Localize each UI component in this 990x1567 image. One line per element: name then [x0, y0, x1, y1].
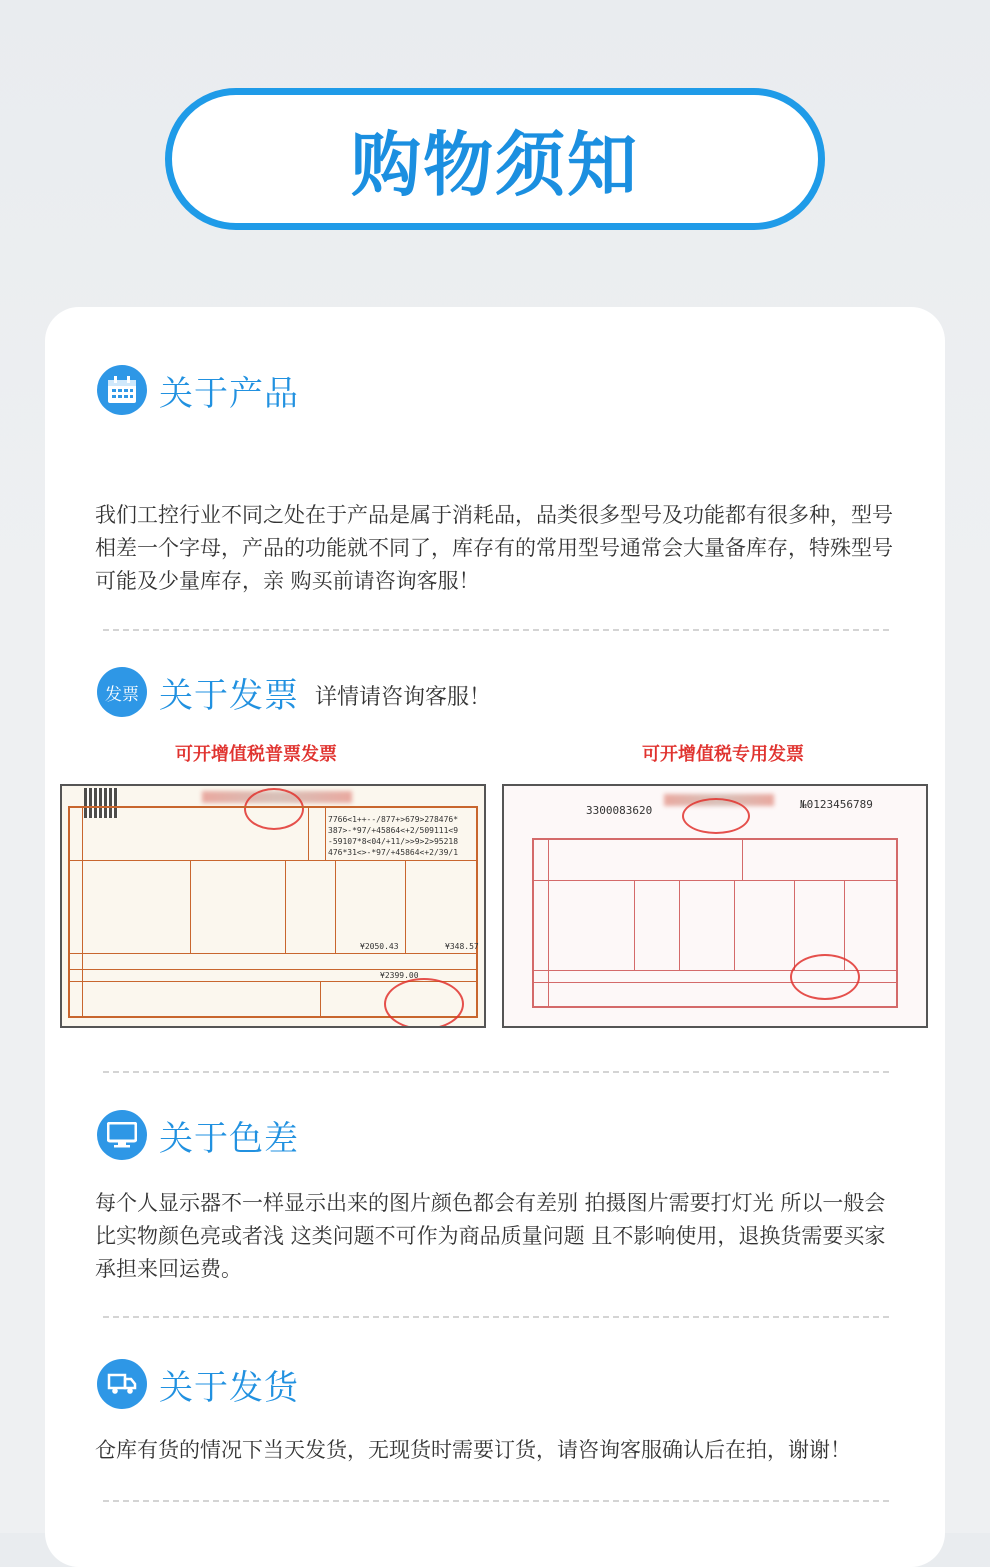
- section-color-header: [97, 1110, 299, 1160]
- page-title-banner: [165, 88, 825, 230]
- section-product-text: 我们工控行业不同之处在于产品是属于消耗品，品类很多型号及功能都有很多种，型号相差一个字母，产品的功能就不同了，库存有的常用型号通常会大量备库存，特殊型号可能及少量库存，亲 购买前请咨询客服！: [95, 503, 893, 593]
- special-invoice-label: 可开增值税专用发票: [642, 744, 804, 765]
- general-invoice-label: 可开增值税普票发票: [175, 744, 337, 765]
- invoice-seal: [790, 954, 860, 1000]
- truck-icon: [97, 1359, 147, 1409]
- section-color-text: 每个人显示器不一样显示出来的图片颜色都会有差别 拍摄图片需要打灯光 所以一般会比实物颜色亮或者浅 这类问题不可作为商品质量问题 且不影响使用，退换货需要买家承担来回运费。: [95, 1191, 886, 1281]
- divider: [103, 1316, 889, 1318]
- section-shipping-text: 仓库有货的情况下当天发货，无现货时需要订货，请咨询客服确认后在拍，谢谢！: [95, 1438, 851, 1462]
- invoice-seal: [384, 978, 464, 1028]
- section-shipping-title: 关于发货: [159, 1367, 299, 1408]
- section-product-header: [97, 365, 299, 415]
- invoice-icon: 发票: [97, 667, 147, 717]
- section-invoice-header: [97, 667, 491, 717]
- section-invoice-extra: 详情请咨询客服！: [315, 684, 492, 710]
- special-invoice-image: 3300083620 №0123456789: [502, 784, 928, 1028]
- general-invoice-image: 7766<1++--/877+>679>278476* 387>-*97/+45864<+2/509111<9 -59107*8<04/+11/>>9>2>95218 476*31<>-*97/+45864<+2/39/1 ¥2050.43 ¥348.57 ¥2399.00: [60, 784, 486, 1028]
- divider: [103, 1500, 889, 1502]
- section-color-title: 关于色差: [159, 1118, 299, 1159]
- notice-card: [45, 307, 945, 1567]
- section-invoice-title: 关于发票: [159, 675, 299, 716]
- divider: [103, 629, 889, 631]
- invoice-seal: [682, 798, 750, 834]
- page-title: 购物须知: [351, 123, 639, 206]
- divider: [103, 1071, 889, 1073]
- section-shipping-header: [97, 1359, 299, 1409]
- section-product-title: 关于产品: [159, 373, 299, 414]
- monitor-icon: [97, 1110, 147, 1160]
- calendar-icon: [97, 365, 147, 415]
